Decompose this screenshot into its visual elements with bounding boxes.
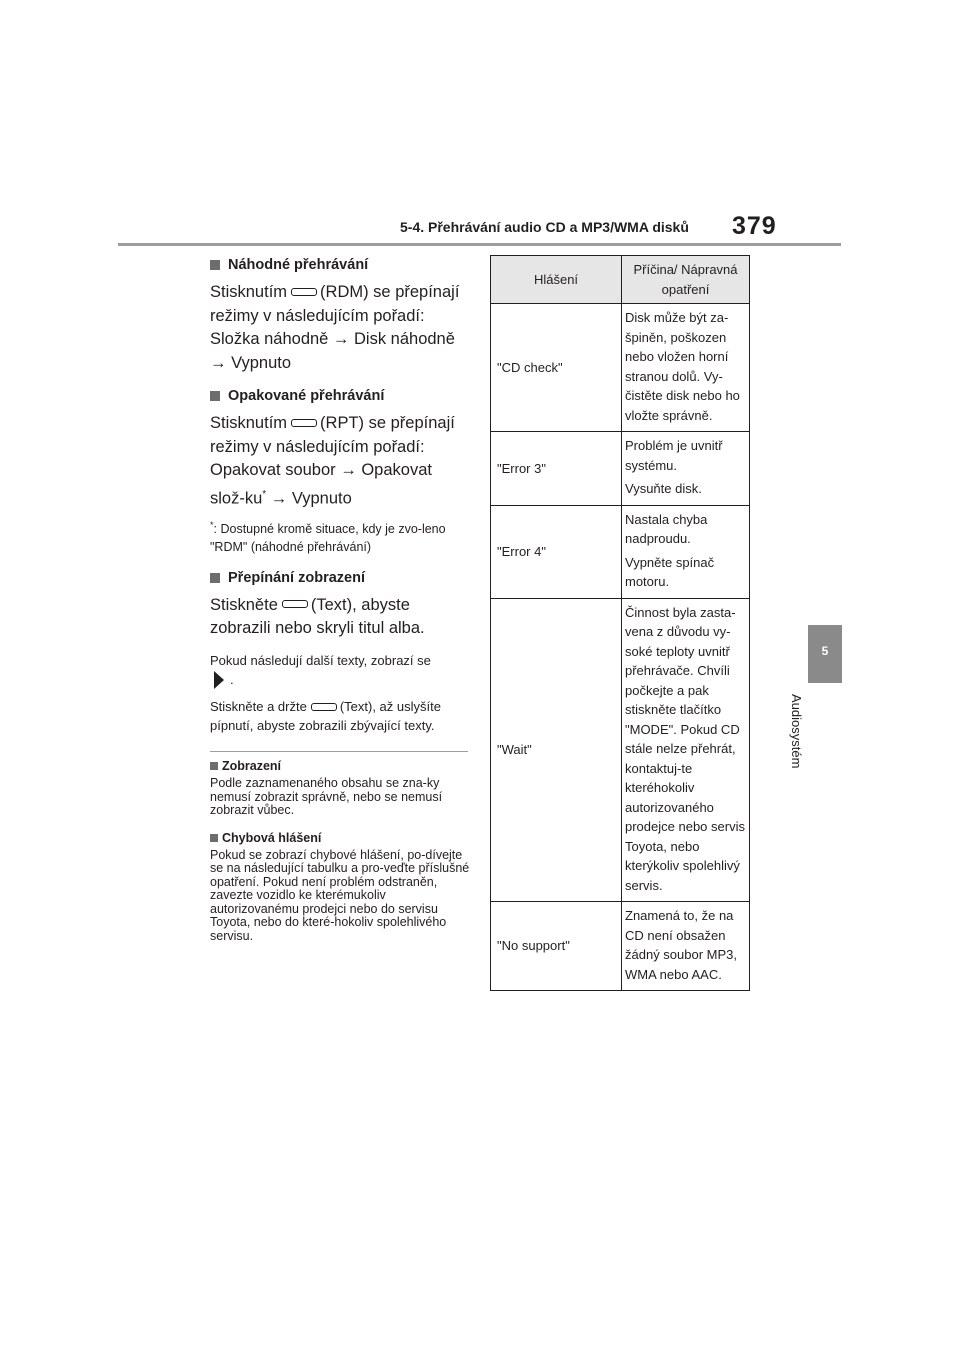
repeat-text: Stisknutím (RPT) se přepínají režimy v následujícím pořadí: Opakovat soubor → Opakovat slož-ku* → Vypnuto	[210, 414, 455, 507]
repeat-footnote: *: Dostupné kromě situace, kdy je zvo-leno "RDM" (náhodné přehrávání)	[210, 519, 446, 554]
message-cell: "Wait"	[491, 598, 622, 902]
table-row	[491, 432, 750, 506]
message-cell: "CD check"	[491, 304, 622, 432]
display-note-2: Stiskněte a držte (Text), až uslyšíte pípnutí, abyste zobrazili zbývající texty.	[210, 699, 441, 734]
button-outline-icon	[311, 703, 337, 711]
button-outline-icon	[291, 288, 317, 296]
chapter-label: Audiosystém	[789, 694, 804, 769]
column-header: Příčina/ Nápravná opatření	[622, 256, 750, 304]
cause-cell: Znamená to, že na CD není obsažen žádný soubor MP3, WMA nebo AAC.	[622, 902, 750, 991]
message-cell: "Error 4"	[491, 505, 622, 598]
button-outline-icon	[282, 600, 308, 608]
table-row	[491, 902, 750, 991]
button-outline-icon	[291, 419, 317, 427]
chapter-tab: 5	[808, 625, 842, 683]
note-heading: Chybová hlášení	[210, 830, 470, 846]
error-table	[490, 255, 750, 991]
cause-cell: Problém je uvnitř systému. Vysuňte disk.	[622, 432, 750, 506]
square-bullet-icon	[210, 260, 220, 270]
display-heading: Přepínání zobrazení	[210, 569, 470, 587]
section-title: 5-4. Přehrávání audio CD a MP3/WMA disků	[400, 219, 689, 235]
repeat-heading: Opakované přehrávání	[210, 387, 470, 405]
notes-divider	[210, 751, 468, 752]
table-row	[491, 505, 750, 598]
table-header-row	[491, 256, 750, 304]
message-cell: "No support"	[491, 902, 622, 991]
note-text: Pokud se zobrazí chybové hlášení, po-dívejte se na následující tabulku a pro-veďte příslušné opatření. Pokud není problém odstraněn, zavezte vozidlo ke kterémukoliv autorizovanému prodejci nebo do servisu Toyota, nebo do které-hokoliv spolehlivého servisu.	[210, 847, 470, 943]
column-header: Hlášení	[491, 256, 622, 304]
message-cell: "Error 3"	[491, 432, 622, 506]
cause-cell: Nastala chyba nadproudu. Vypněte spínač motoru.	[622, 505, 750, 598]
display-text: Stiskněte (Text), abyste zobrazili nebo skryli titul alba.	[210, 595, 425, 638]
table-row	[491, 304, 750, 432]
left-column	[210, 256, 470, 943]
square-bullet-icon	[210, 834, 218, 842]
random-heading: Náhodné přehrávání	[210, 256, 470, 274]
random-text: Stisknutím (RDM) se přepínají režimy v následujícím pořadí: Složka náhodně → Disk náhodně → Vypnuto	[210, 283, 460, 372]
cause-cell: Disk může být za-špiněn, poškozen nebo vložen horní stranou dolů. Vy-čistěte disk nebo ho vložte správně.	[622, 304, 750, 432]
right-arrow-icon	[214, 671, 224, 689]
table-row	[491, 598, 750, 902]
square-bullet-icon	[210, 391, 220, 401]
header-divider	[118, 243, 841, 246]
square-bullet-icon	[210, 762, 218, 770]
square-bullet-icon	[210, 573, 220, 583]
note-text: Podle zaznamenaného obsahu se zna-ky nemusí zobrazit správně, nebo se nemusí zobrazit vůbec.	[210, 776, 443, 818]
page-number: 379	[732, 212, 777, 240]
display-note-1: Pokud následují další texty, zobrazí se .	[210, 651, 470, 690]
note-heading: Zobrazení	[210, 758, 470, 774]
cause-cell: Činnost byla zasta-vena z důvodu vy-soké teploty uvnitř přehrávače. Chvíli počkejte a pak stiskněte tlačítko "MODE". Pokud CD stále nelze přehrát, kontaktuj-te kteréhokoliv autorizovaného prodejce nebo servis Toyota, nebo kterýkoliv spolehlivý servis.	[622, 598, 750, 902]
